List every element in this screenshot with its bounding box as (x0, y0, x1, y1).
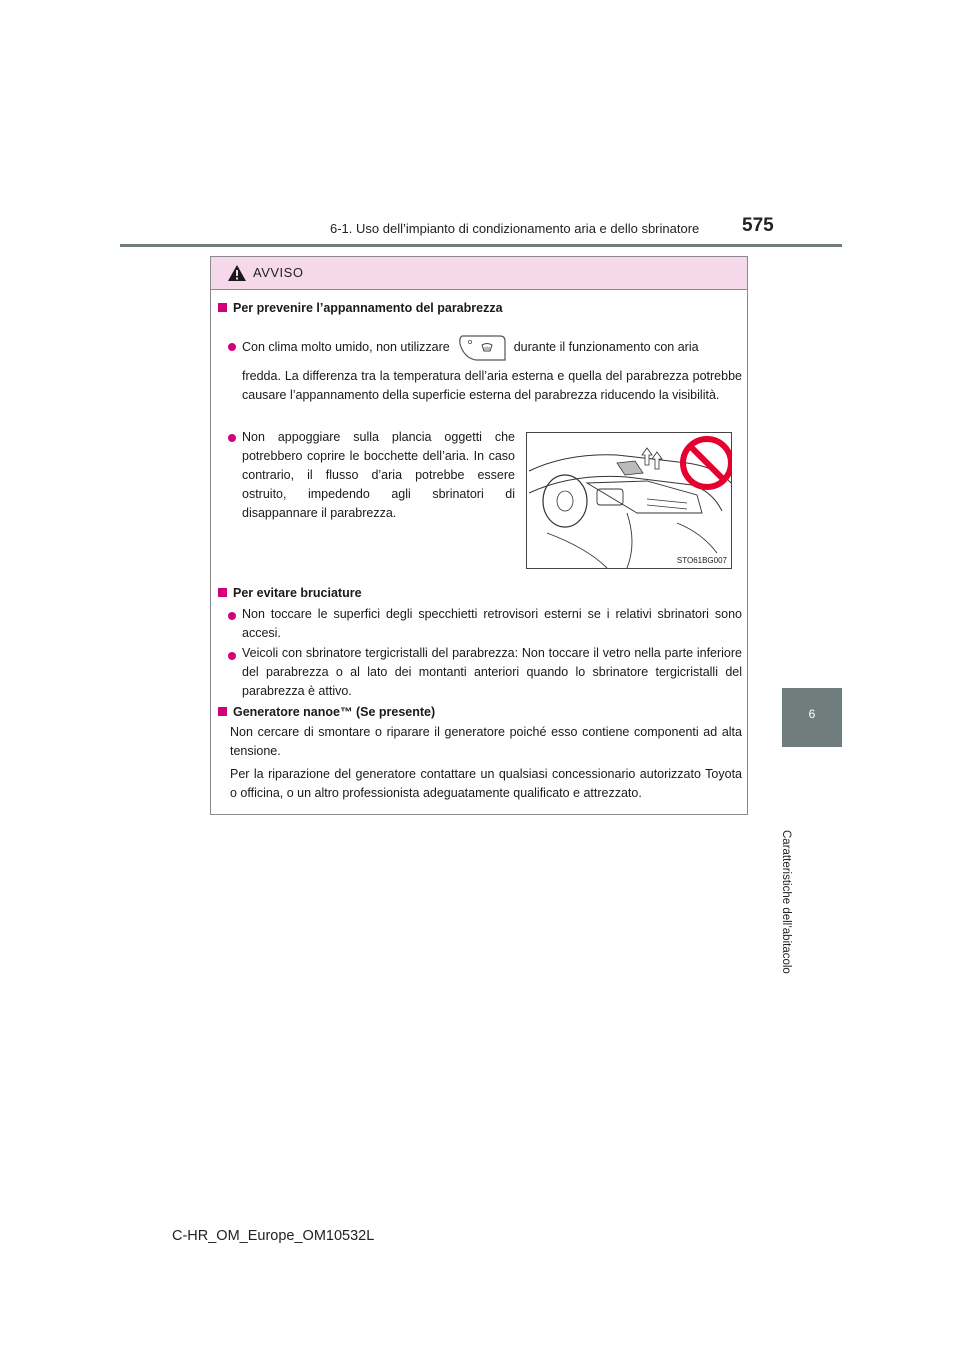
fog-bullet2-text: Non appoggiare sulla plancia oggetti che potrebbero coprire le bocchette dell’aria. In caso contrario, il flusso d’aria potrebbe essere ostruito, impedendo agli sbrinatori di disappannare il parabrezza. (242, 430, 515, 520)
round-bullet-icon (228, 434, 236, 442)
burns-bullet2-text: Veicoli con sbrinatore tergicristalli del parabrezza: Non toccare il vetro nella parte inferiore del parabrezza o al lato dei montanti anteriori quando lo sbrinatore tergicristalli del parabrezza è attivo. (242, 646, 742, 698)
dashboard-illustration (526, 432, 732, 569)
round-bullet-icon (228, 652, 236, 660)
round-bullet-icon (228, 343, 236, 351)
section-heading-fog (218, 301, 503, 315)
fog-bullet1-first-line (242, 333, 742, 363)
chapter-number: 6 (808, 707, 816, 721)
fog-bullet1-before: Con clima molto umido, non utilizzare (242, 340, 450, 354)
nanoe-para2: Per la riparazione del generatore contattare un qualsiasi concessionario autorizzato Toyota o officina, o un altro professionista adeguatamente qualificato e attrezzato. (230, 767, 742, 800)
round-bullet-icon (228, 612, 236, 620)
warning-title: AVVISO (253, 265, 304, 280)
header-rule (120, 244, 842, 247)
section-heading-burns (218, 586, 362, 600)
fog-bullet1-after: durante il funzionamento con aria (513, 340, 699, 354)
page-number: 575 (742, 215, 774, 236)
chapter-tab (782, 688, 842, 747)
section-heading-burns-text: Per evitare bruciature (233, 586, 362, 600)
section-heading-nanoe-text: Generatore nanoe™ (Se presente) (233, 705, 436, 719)
warning-header (211, 257, 747, 290)
square-bullet-icon (218, 707, 227, 716)
chapter-title-wrap (780, 830, 793, 974)
nanoe-para1: Non cercare di smontare o riparare il generatore poiché esso contiene componenti ad alta tensione. (230, 725, 742, 758)
windshield-defogger-button-icon (456, 334, 508, 362)
burns-bullet1-text: Non toccare le superfici degli specchietti retrovisori esterni se i relativi sbrinatori sono accesi. (242, 607, 742, 640)
square-bullet-icon (218, 588, 227, 597)
fog-bullet1-continuation: fredda. La differenza tra la temperatura dell’aria esterna e quella del parabrezza potrebbe causare l’appannamento della superficie esterna del parabrezza riducendo la visibilità. (242, 369, 742, 402)
section-heading-fog-text: Per prevenire l’appannamento del parabrezza (233, 301, 503, 315)
warning-triangle-icon (227, 264, 247, 282)
square-bullet-icon (218, 303, 227, 312)
dashboard-drawing (527, 433, 731, 568)
section-heading-nanoe (218, 705, 435, 719)
section-title: 6-1. Uso dell’impianto di condizionamento aria e dello sbrinatore (330, 221, 700, 236)
document-code: C-HR_OM_Europe_OM10532L (172, 1228, 375, 1244)
figure-code: STO61BG007 (676, 556, 727, 565)
chapter-title: Caratteristiche dell’abitacolo (780, 830, 792, 974)
